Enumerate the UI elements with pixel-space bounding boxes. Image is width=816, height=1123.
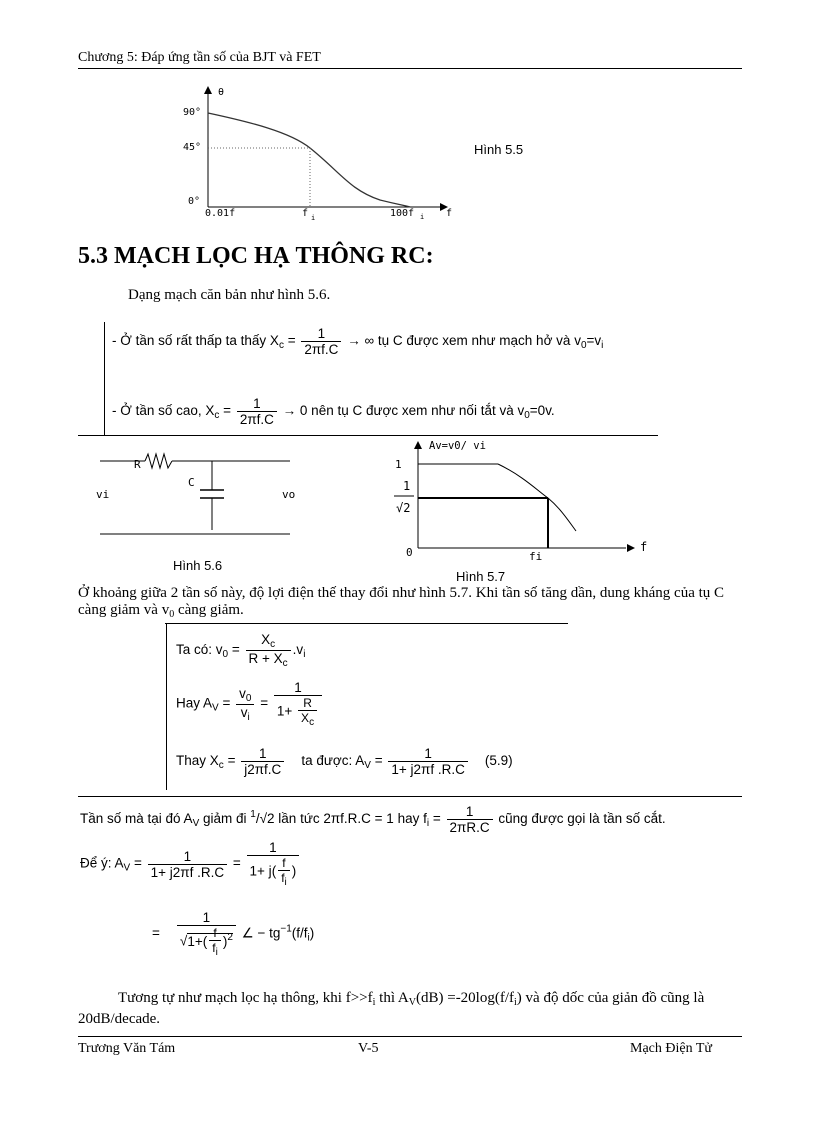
y-tick-90: 90° bbox=[183, 107, 202, 118]
y-axis-label: θ bbox=[218, 87, 225, 98]
figure-5-6-circuit bbox=[90, 440, 310, 550]
figure-5-7-graph bbox=[388, 436, 658, 566]
x-tick-fi: fi bbox=[529, 550, 543, 563]
y-tick-one: 1 bbox=[395, 458, 402, 471]
figure-5-5-caption: Hình 5.5 bbox=[474, 142, 524, 157]
y-tick-frac-den: √2 bbox=[396, 501, 411, 515]
figure-5-7-caption: Hình 5.7 bbox=[456, 569, 506, 584]
x-axis-label: f bbox=[446, 208, 453, 219]
footer-rule bbox=[78, 1036, 742, 1037]
box3-line1: Tần số mà tại đó $A_V$ giảm đi $^1$/√2 lần tức 2πf.R.C = 1 hay $f_i$ = $\frac{1}{2\pi R.C}$ cũng được gọi là tần số cắt. bbox=[80, 804, 666, 835]
footer-author: Trương Văn Tám bbox=[78, 1041, 176, 1056]
figure-5-6-caption: Hình 5.6 bbox=[173, 558, 223, 573]
box3-line3: = 1 √1+( $\frac{f}{f_i}$ )$^2$ ∠ − $tg^{-1}(f/f_i)$ bbox=[152, 910, 315, 958]
box1-border bbox=[104, 322, 105, 435]
box2-line3: Thay $X_c$ = $\frac{1}{j2\pi f.C}$ ta được: $A_V$ = $\frac{1}{1+ j2\pi f .R.C}$ (5.9) bbox=[176, 746, 513, 777]
intro-text: Dạng mạch căn bản như hình 5.6. bbox=[128, 287, 331, 303]
x-tick-high: 100f bbox=[390, 208, 415, 219]
input-label: vi bbox=[96, 488, 110, 501]
graph-title: Av=v0/ vi bbox=[429, 440, 486, 452]
section-title: 5.3 MẠCH LỌC HẠ THÔNG RC: bbox=[78, 243, 434, 269]
box2-top-rule bbox=[165, 623, 568, 624]
box2-line2: Hay $A_V$ = $\frac{v_0}{v_i}$ = 1 1+ $\frac{R}{X_c}$ bbox=[176, 680, 324, 728]
header-rule bbox=[78, 68, 742, 69]
box1-line2: - Ở tần số cao, $X_c$ = $\frac{1}{2\pi f.C}$ → 0 nên tụ C được xem như nối tắt và $v_0=0v$. bbox=[112, 396, 555, 427]
figure-5-5 bbox=[180, 82, 480, 222]
y-tick-frac-num: 1 bbox=[403, 479, 411, 493]
box2-line1: Ta có: $v_0$ = $\frac{X_c}{R + X_c}$ $.v_i$ bbox=[176, 632, 306, 669]
output-label: vo bbox=[282, 488, 296, 501]
paragraph-2: Tương tự như mạch lọc hạ thông, khi $f>>f_i$ thì $A_V(dB) =-20\log(f/f_i)$ và độ dốc của giản đồ cũng là 20dB/decade. bbox=[78, 990, 705, 1027]
page-header: Chương 5: Đáp ứng tần số của BJT và FET bbox=[78, 50, 321, 65]
box2-border bbox=[166, 623, 167, 790]
box3-top-rule bbox=[78, 796, 742, 797]
x-axis-label: f bbox=[640, 540, 648, 554]
equation-number: (5.9) bbox=[484, 753, 513, 769]
capacitor-label: C bbox=[188, 476, 195, 489]
x-tick-fi-sub: i bbox=[311, 214, 316, 222]
x-tick-fi: f bbox=[302, 208, 309, 219]
box1-line1: - Ở tần số rất thấp ta thấy $X_c$ = $\frac{1}{2\pi f.C}$ → ∞ tụ C được xem như mạch hở và $v_0=v_i$ bbox=[112, 326, 604, 357]
y-tick-45: 45° bbox=[183, 142, 202, 153]
footer-page-number: V-5 bbox=[358, 1041, 379, 1056]
paragraph-1: Ở khoảng giữa 2 tần số này, độ lợi điện thế thay đổi như hình 5.7. Khi tần số tăng dần, dung kháng của tụ C càng giảm và $v_0$ càng giảm. bbox=[78, 585, 725, 620]
x-tick-high-sub: i bbox=[420, 213, 425, 221]
resistor-label: R bbox=[134, 458, 141, 471]
footer-book-title: Mạch Điện Tử bbox=[630, 1041, 712, 1056]
box3-line2: Để ý: $A_V$ = $\frac{1}{1+ j2\pi f .R.C}$ = 1 1+ j( $\frac{f}{f_i}$ ) bbox=[80, 840, 301, 888]
y-tick-0: 0° bbox=[188, 196, 201, 207]
x-tick-low: 0.01f bbox=[205, 208, 236, 219]
origin-label: 0 bbox=[406, 546, 413, 559]
